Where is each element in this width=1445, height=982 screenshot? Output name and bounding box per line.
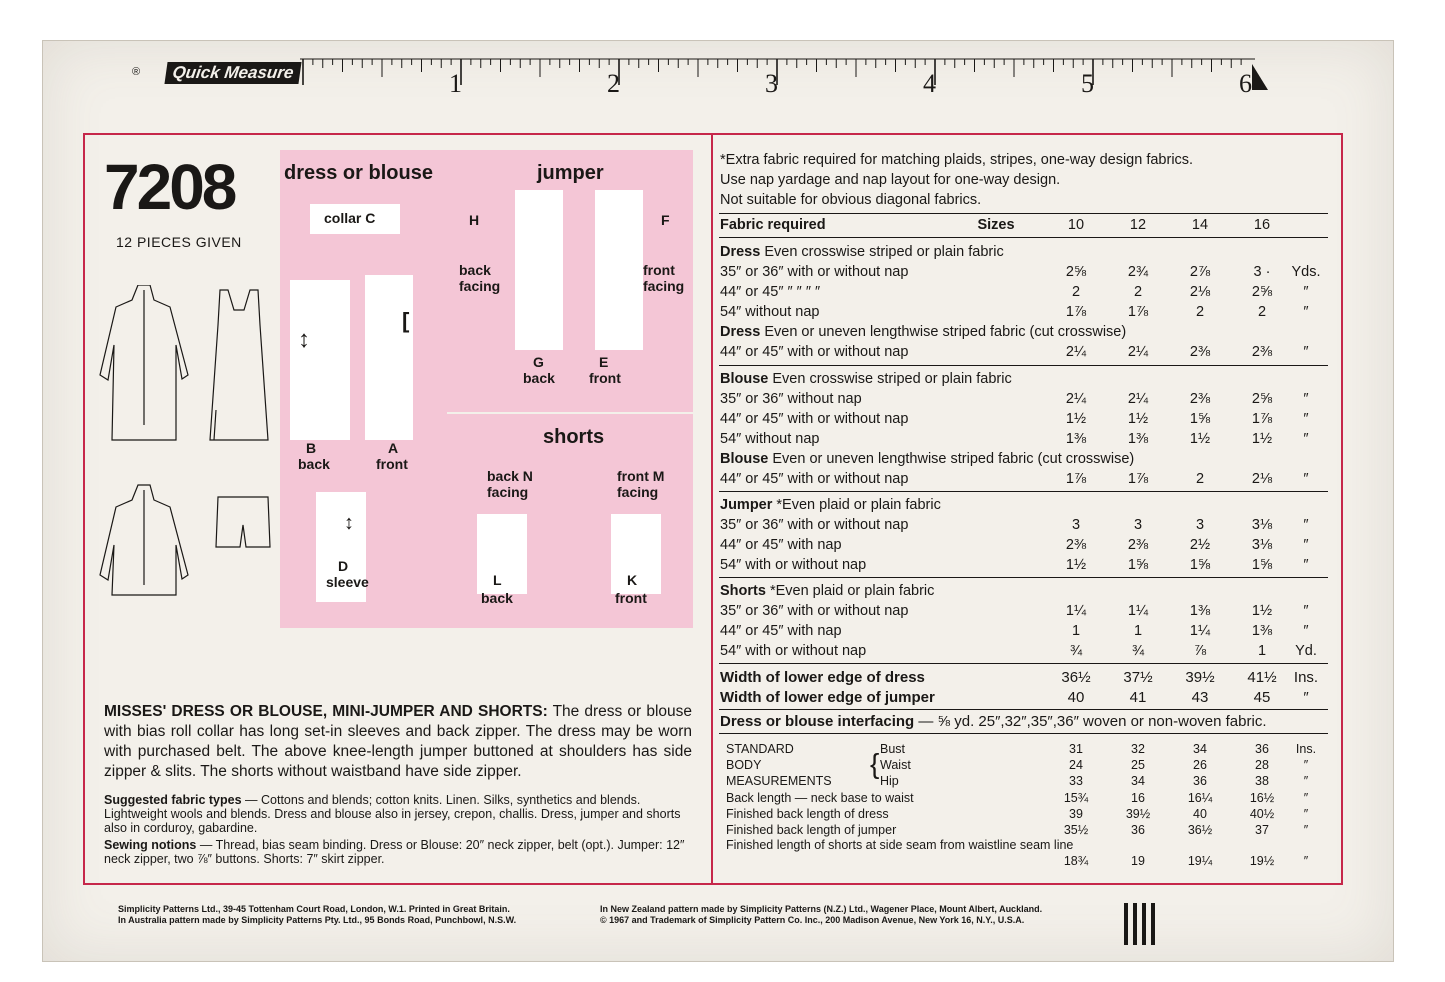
yardage-unit: ″ xyxy=(1303,603,1309,619)
panel-shorts xyxy=(447,414,693,628)
shorts-title: shorts xyxy=(543,426,605,448)
front-piece xyxy=(365,275,413,440)
yardage-value: 1½ xyxy=(1251,603,1273,619)
interfacing-row xyxy=(720,712,1330,732)
yardage-value: ¾ xyxy=(1069,643,1083,659)
yardage-unit: Yds. xyxy=(1291,264,1321,280)
measurement-value: 36 xyxy=(1193,774,1207,788)
measurement-value: 24 xyxy=(1069,758,1083,772)
section-fabric: Even or uneven lengthwise striped fabric (cut crosswise) xyxy=(760,324,1127,340)
size-header: 14 xyxy=(1191,217,1209,233)
m-line2: facing xyxy=(617,484,659,500)
e-name: front xyxy=(589,370,621,386)
yardage-value: 2⅝ xyxy=(1251,391,1273,407)
measurement-row xyxy=(726,741,1326,757)
measurement-value: 26 xyxy=(1193,758,1207,772)
yardage-value: 2⅜ xyxy=(1251,344,1273,360)
measurement-value: 40 xyxy=(1193,807,1207,821)
yardage-value: 1 xyxy=(1257,643,1267,659)
back-facing-line2: facing xyxy=(459,278,501,294)
yardage-value: 1½ xyxy=(1251,431,1273,447)
measurement-value: 35½ xyxy=(1063,823,1089,837)
fabric-row xyxy=(720,282,1330,302)
yardage-unit: ″ xyxy=(1303,344,1309,360)
yardage-value: 1¼ xyxy=(1065,603,1087,619)
front-facing-line2: facing xyxy=(643,278,685,294)
fabric-row xyxy=(720,601,1330,621)
width-row xyxy=(720,668,1330,688)
front-letter: A xyxy=(388,440,399,456)
shorts-back-piece xyxy=(477,514,527,594)
body-measurement-label: BODY xyxy=(726,758,762,772)
measurement-unit: ″ xyxy=(1303,807,1309,821)
table-divider xyxy=(719,213,1328,214)
measurement-label: Bust xyxy=(880,742,906,756)
yardage-value: 1½ xyxy=(1127,411,1149,427)
inch-ruler xyxy=(300,58,1270,98)
width-value: 36½ xyxy=(1061,669,1091,686)
measurement-row xyxy=(726,757,1326,773)
section-heading xyxy=(720,581,934,601)
measurement-row xyxy=(726,773,1326,789)
l-letter: L xyxy=(493,572,502,588)
measurement-unit: ″ xyxy=(1303,758,1309,772)
suggested-fabrics xyxy=(104,793,692,835)
quick-measure-label: Quick Measure xyxy=(164,62,301,84)
interfacing-text: — ⅝ yd. 25″,32″,35″,36″ woven or non-woven fabric. xyxy=(914,713,1267,730)
section-name: Blouse xyxy=(720,371,769,387)
yardage-value: 2¼ xyxy=(1065,344,1087,360)
note-line-3: Not suitable for obvious diagonal fabrics. xyxy=(720,192,982,208)
yardage-value: ¾ xyxy=(1131,643,1145,659)
m-line1: front M xyxy=(617,468,665,484)
section-name: Shorts xyxy=(720,583,766,599)
fabric-row xyxy=(720,469,1330,489)
yardage-label: 54″ with or without nap xyxy=(720,557,867,573)
back-letter: B xyxy=(306,440,317,456)
fabric-row xyxy=(720,621,1330,641)
measurement-value: 37 xyxy=(1255,823,1269,837)
fabrics-label: Suggested fabric types xyxy=(104,793,242,807)
table-divider xyxy=(719,491,1328,492)
measurement-label: Back length — neck base to waist xyxy=(726,791,914,805)
measurement-value: 32 xyxy=(1131,742,1145,756)
yardage-unit: ″ xyxy=(1303,537,1309,553)
yardage-value: 2 xyxy=(1257,304,1267,320)
section-heading xyxy=(720,242,1004,262)
panel-dress-or-blouse xyxy=(280,150,447,628)
measurement-unit: ″ xyxy=(1303,774,1309,788)
dress-or-blouse-title: dress or blouse xyxy=(284,162,433,184)
yardage-value: 1½ xyxy=(1189,431,1211,447)
measurement-value: 36½ xyxy=(1187,823,1213,837)
measurement-value: 16½ xyxy=(1249,791,1275,805)
section-fabric: *Even plaid or plain fabric xyxy=(765,583,935,599)
measurement-value: 38 xyxy=(1255,774,1269,788)
yardage-label: 44″ or 45″ with or without nap xyxy=(720,471,909,487)
garment-sketches xyxy=(92,285,292,605)
yardage-label: 44″ or 45″ with or without nap xyxy=(720,344,909,360)
measurement-label: Finished back length of dress xyxy=(726,807,889,821)
yardage-value: 2⅜ xyxy=(1189,344,1211,360)
width-value: 40 xyxy=(1067,689,1085,706)
shorts-length-unit: ″ xyxy=(1303,854,1309,868)
yardage-value: 3⅛ xyxy=(1251,517,1273,533)
yardage-value: 1⅞ xyxy=(1127,304,1149,320)
measurement-value: 40½ xyxy=(1249,807,1275,821)
yardage-label: 35″ or 36″ with or without nap xyxy=(720,517,909,533)
shorts-sketch xyxy=(216,497,270,547)
blouse-sketch xyxy=(100,485,188,595)
yardage-value: 3 · xyxy=(1253,264,1271,280)
yardage-value: 1 xyxy=(1133,623,1143,639)
yardage-value: 2⅝ xyxy=(1065,264,1087,280)
shorts-length-value: 19¼ xyxy=(1187,854,1213,868)
sewing-notions xyxy=(104,838,692,866)
measurement-value: 34 xyxy=(1131,774,1145,788)
f-letter: F xyxy=(661,212,670,228)
fabric-row xyxy=(720,262,1330,282)
measurement-row xyxy=(726,822,1326,838)
fabric-row xyxy=(720,641,1330,661)
width-row xyxy=(720,688,1330,708)
g-letter: G xyxy=(533,354,544,370)
footer-line2-right: © 1967 and Trademark of Simplicity Pattern Co. Inc., 200 Madison Avenue, New York 16, N.Y., U.S.A. xyxy=(600,915,1025,925)
yardage-unit: ″ xyxy=(1303,517,1309,533)
measurement-value: 36 xyxy=(1131,823,1145,837)
size-header: 10 xyxy=(1067,217,1085,233)
footer-line2-left: In Australia pattern made by Simplicity Patterns Pty. Ltd., 95 Bonds Road, Punchbowl, N.S.W. xyxy=(118,915,517,925)
section-fabric: Even crosswise striped or plain fabric xyxy=(760,244,1004,260)
size-header: 16 xyxy=(1253,217,1271,233)
yardage-unit: ″ xyxy=(1303,304,1309,320)
yardage-label: 44″ or 45″ with or without nap xyxy=(720,411,909,427)
section-name: Blouse xyxy=(720,451,769,467)
width-value: 43 xyxy=(1191,689,1209,706)
jumper-title: jumper xyxy=(537,162,604,184)
section-name: Dress xyxy=(720,324,761,340)
back-name: back xyxy=(298,456,330,472)
yardage-value: 1 xyxy=(1071,623,1081,639)
ruler-number: 6 xyxy=(1239,69,1252,98)
yardage-value: 2 xyxy=(1133,284,1143,300)
interfacing-line xyxy=(720,712,1266,732)
section-name: Jumper xyxy=(720,497,773,513)
yardage-label: 44″ or 45″ ″ ″ ″ ″ xyxy=(720,284,821,300)
pattern-number: 7208 xyxy=(104,151,235,223)
measurement-unit: ″ xyxy=(1303,823,1309,837)
measurement-row xyxy=(726,790,1326,806)
yardage-unit: ″ xyxy=(1303,557,1309,573)
measurement-value: 15¾ xyxy=(1063,791,1089,805)
fabric-row xyxy=(720,389,1330,409)
yardage-label: 44″ or 45″ with nap xyxy=(720,623,842,639)
yardage-value: 1⅞ xyxy=(1065,471,1087,487)
n-line2: facing xyxy=(487,484,529,500)
ruler-number: 4 xyxy=(923,69,936,98)
yardage-value: 1⅜ xyxy=(1065,431,1087,447)
measurement-label: Hip xyxy=(880,774,899,788)
shorts-length-value: 18¾ xyxy=(1063,854,1089,868)
fabric-row xyxy=(720,429,1330,449)
fabric-row xyxy=(720,555,1330,575)
fabrics-text: — Cottons and blends; cotton knits. Linen. Silks, synthetics and blends. Lightweight wools and blends. Dress and blouse also in jersey, crepon, challis. Dress, jumper and shorts also in corduroy, gabardine. xyxy=(104,793,681,835)
yardage-unit: ″ xyxy=(1303,391,1309,407)
section-heading xyxy=(720,495,941,515)
measurement-value: 31 xyxy=(1069,742,1083,756)
front-facing-line1: front xyxy=(643,262,675,278)
measurement-row xyxy=(726,806,1326,822)
header-label: Fabric required xyxy=(720,217,826,233)
measurement-value: 39½ xyxy=(1125,807,1151,821)
ruler-number: 2 xyxy=(607,69,620,98)
table-divider xyxy=(719,709,1328,710)
grainline-arrow-icon: ↕ xyxy=(298,326,310,353)
table-divider xyxy=(719,663,1328,664)
fold-bracket-icon: [ xyxy=(402,308,410,333)
body-measurement-label: STANDARD xyxy=(726,742,794,756)
l-name: back xyxy=(481,590,513,606)
measurement-label: Finished back length of jumper xyxy=(726,823,897,837)
yardage-value: 2¼ xyxy=(1127,391,1149,407)
yardage-value: 3 xyxy=(1195,517,1205,533)
yardage-value: 2¼ xyxy=(1065,391,1087,407)
note-line-2: Use nap yardage and nap layout for one-way design. xyxy=(720,172,1061,188)
yardage-unit: ″ xyxy=(1303,431,1309,447)
pattern-description xyxy=(104,702,692,782)
jumper-front-piece xyxy=(595,190,643,350)
yardage-value: 2 xyxy=(1195,304,1205,320)
yardage-value: 2⅞ xyxy=(1189,264,1211,280)
fabric-row xyxy=(720,302,1330,322)
yardage-label: 35″ or 36″ without nap xyxy=(720,391,862,407)
table-divider xyxy=(719,237,1328,238)
back-piece xyxy=(290,280,350,440)
sleeve-name: sleeve xyxy=(326,574,369,590)
fabric-row xyxy=(720,409,1330,429)
yardage-value: 3 xyxy=(1071,517,1081,533)
table-divider xyxy=(719,365,1328,366)
measurement-value: 34 xyxy=(1193,742,1207,756)
section-heading-row xyxy=(720,581,1330,601)
yardage-value: 1⅜ xyxy=(1127,431,1149,447)
yardage-value: 1⅝ xyxy=(1251,557,1273,573)
yardage-value: 2⅛ xyxy=(1251,471,1273,487)
section-fabric: *Even plaid or plain fabric xyxy=(772,497,941,513)
description-title: MISSES' DRESS OR BLOUSE, MINI-JUMPER AND SHORTS: xyxy=(104,703,548,720)
section-fabric: Even or uneven lengthwise striped fabric (cut crosswise) xyxy=(768,451,1135,467)
frame-divider xyxy=(711,133,713,885)
width-label: Width of lower edge of jumper xyxy=(720,689,935,706)
table-divider xyxy=(719,577,1328,578)
pieces-given: 12 PIECES GIVEN xyxy=(116,234,242,250)
yardage-unit: ″ xyxy=(1303,623,1309,639)
section-heading-row xyxy=(720,369,1330,389)
yardage-label: 54″ without nap xyxy=(720,304,820,320)
yardage-value: 1¼ xyxy=(1189,623,1211,639)
table-divider xyxy=(719,733,1328,734)
ruler-number: 1 xyxy=(449,69,462,98)
measurement-unit: ″ xyxy=(1303,791,1309,805)
back-facing-line1: back xyxy=(459,262,491,278)
brace-icon: { xyxy=(870,748,880,779)
width-value: 45 xyxy=(1253,689,1271,706)
measurement-value: 25 xyxy=(1131,758,1145,772)
yardage-label: 44″ or 45″ with nap xyxy=(720,537,842,553)
width-label: Width of lower edge of dress xyxy=(720,669,925,686)
yardage-unit: ″ xyxy=(1303,411,1309,427)
barcode-marks xyxy=(1124,903,1164,950)
section-fabric: Even crosswise striped or plain fabric xyxy=(768,371,1012,387)
width-value: 41½ xyxy=(1247,669,1277,686)
note-line-1: *Extra fabric required for matching plaids, stripes, one-way design fabrics. xyxy=(720,152,1194,168)
yardage-value: 2⅝ xyxy=(1251,284,1273,300)
yardage-value: 2 xyxy=(1195,471,1205,487)
yardage-value: 2½ xyxy=(1189,537,1211,553)
width-unit: ″ xyxy=(1303,689,1309,706)
description-body: The dress or blouse with bias roll collar has long set-in sleeves and back zipper. The dress may be worn with purchased belt. The above knee-length jumper buttoned at shoulders has side zipper & slits. The shorts without waistband have side zipper. xyxy=(104,703,692,780)
yardage-value: 2⅛ xyxy=(1189,284,1211,300)
sleeve-grainline-icon: ↕ xyxy=(344,512,354,534)
yardage-value: 2⅜ xyxy=(1127,537,1149,553)
shorts-length-value: 19 xyxy=(1131,854,1145,868)
measurement-unit: Ins. xyxy=(1295,742,1317,756)
yardage-value: 1⅜ xyxy=(1189,603,1211,619)
yardage-value: ⅞ xyxy=(1193,643,1207,659)
yardage-value: 2⅜ xyxy=(1189,391,1211,407)
yardage-value: 2¾ xyxy=(1127,264,1149,280)
dress-sketch xyxy=(100,285,188,440)
measurement-value: 28 xyxy=(1255,758,1269,772)
footer-line1-right: In New Zealand pattern made by Simplicity Patterns (N.Z.) Ltd., Wagener Place, Mount Albert, Auckland. xyxy=(600,904,1043,914)
yardage-label: 54″ without nap xyxy=(720,431,820,447)
yardage-value: 1⅜ xyxy=(1251,623,1273,639)
panel-jumper xyxy=(447,150,693,412)
yardage-value: 3⅛ xyxy=(1251,537,1273,553)
collar-label: collar C xyxy=(324,210,376,226)
jumper-back-piece xyxy=(515,190,563,350)
h-letter: H xyxy=(469,212,480,228)
measurement-value: 36 xyxy=(1255,742,1269,756)
fabric-row xyxy=(720,535,1330,555)
measurement-value: 39 xyxy=(1069,807,1083,821)
notions-text: — Thread, bias seam binding. Dress or Blouse: 20″ neck zipper, belt (opt.). Jumper: 12″ neck zipper, two ⅞″ buttons. Shorts: 7″ skirt zipper. xyxy=(104,838,685,866)
width-value: 37½ xyxy=(1123,669,1153,686)
yardage-value: 1⅞ xyxy=(1065,304,1087,320)
yardage-unit: Yd. xyxy=(1295,643,1317,659)
section-heading-row xyxy=(720,495,1330,515)
shorts-length-row xyxy=(726,853,1326,869)
yardage-value: 1⅝ xyxy=(1189,557,1211,573)
jumper-sketch xyxy=(210,290,268,440)
section-heading-row xyxy=(720,242,1330,262)
section-heading-row xyxy=(720,449,1330,469)
yardage-value: 2⅜ xyxy=(1065,537,1087,553)
ruler-number: 5 xyxy=(1081,69,1094,98)
body-measurement-label: MEASUREMENTS xyxy=(726,774,832,788)
k-letter: K xyxy=(627,572,638,588)
yardage-value: 2¼ xyxy=(1127,344,1149,360)
sleeve-letter: D xyxy=(338,558,349,574)
front-name: front xyxy=(376,456,408,472)
width-value: 39½ xyxy=(1185,669,1215,686)
yardage-value: 1½ xyxy=(1065,557,1087,573)
ruler-end-arrow xyxy=(1252,64,1268,90)
sizes-label: Sizes xyxy=(977,217,1015,233)
n-line1: back N xyxy=(487,468,533,484)
k-name: front xyxy=(615,590,647,606)
fabric-row xyxy=(720,515,1330,535)
yardage-unit: ″ xyxy=(1303,284,1309,300)
yardage-unit: ″ xyxy=(1303,471,1309,487)
measurement-value: 33 xyxy=(1069,774,1083,788)
shorts-length-label: Finished length of shorts at side seam from waistline seam line xyxy=(726,838,1074,852)
e-letter: E xyxy=(599,354,609,370)
shorts-length-value: 19½ xyxy=(1249,854,1275,868)
footer-line1-left: Simplicity Patterns Ltd., 39-45 Tottenham Court Road, London, W.1. Printed in Great Britain. xyxy=(118,904,510,914)
notions-label: Sewing notions xyxy=(104,838,197,852)
yardage-value: 3 xyxy=(1133,517,1143,533)
measurement-value: 16 xyxy=(1131,791,1145,805)
fabric-row xyxy=(720,342,1330,362)
measurement-value: 16¼ xyxy=(1187,791,1213,805)
section-name: Dress xyxy=(720,244,761,260)
yardage-value: 1⅝ xyxy=(1189,411,1211,427)
measurement-label: Waist xyxy=(880,758,911,772)
section-heading xyxy=(720,369,1012,389)
yardage-value: 1⅞ xyxy=(1251,411,1273,427)
interfacing-label: Dress or blouse interfacing xyxy=(720,713,915,730)
yardage-value: 1½ xyxy=(1065,411,1087,427)
width-value: 41 xyxy=(1129,689,1147,706)
g-name: back xyxy=(523,370,555,386)
size-header: 12 xyxy=(1129,217,1147,233)
registered-mark: ® xyxy=(132,66,141,78)
width-unit: Ins. xyxy=(1293,669,1319,686)
yardage-label: 35″ or 36″ with or without nap xyxy=(720,264,909,280)
section-heading xyxy=(720,449,1134,469)
yardage-value: 1¼ xyxy=(1127,603,1149,619)
section-heading xyxy=(720,322,1126,342)
yardage-label: 54″ with or without nap xyxy=(720,643,867,659)
yardage-value: 2 xyxy=(1071,284,1081,300)
section-heading-row xyxy=(720,322,1330,342)
table-header-row xyxy=(720,215,1330,235)
ruler-number: 3 xyxy=(765,69,778,98)
ruler-numbers xyxy=(449,69,1252,98)
yardage-label: 35″ or 36″ with or without nap xyxy=(720,603,909,619)
yardage-value: 1⅝ xyxy=(1127,557,1149,573)
yardage-value: 1⅞ xyxy=(1127,471,1149,487)
